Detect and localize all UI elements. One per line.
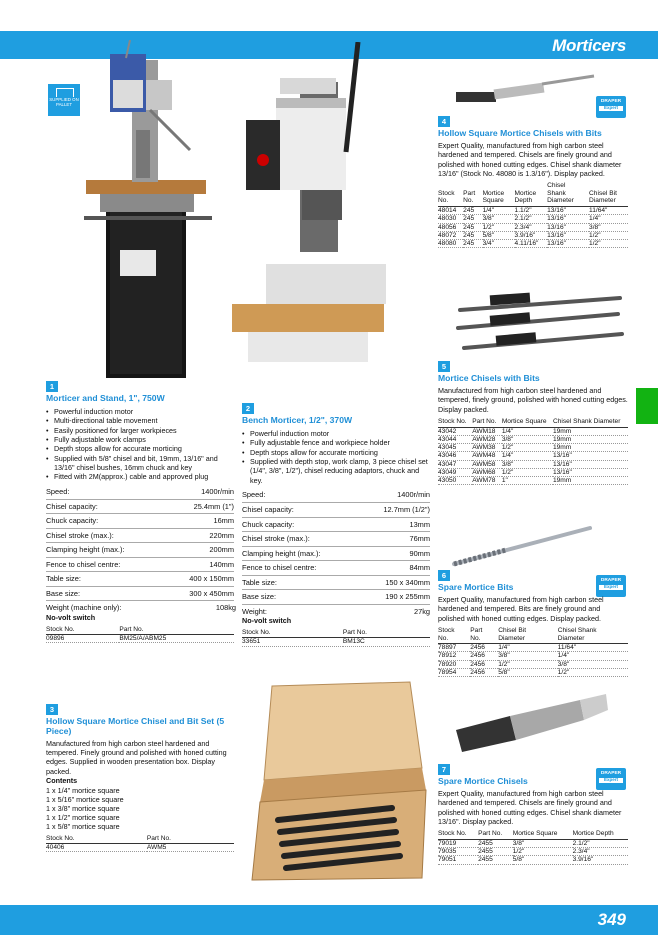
- spec-label: Chisel stroke (max.):: [46, 528, 166, 543]
- table-cell: AWM68: [472, 468, 502, 476]
- product-title: Spare Mortice Bits: [438, 582, 514, 592]
- table-header-row: [438, 830, 628, 839]
- table-cell: 245: [463, 223, 482, 231]
- spec-label: Speed:: [242, 488, 360, 503]
- spec-row: [46, 499, 234, 514]
- table-cell: 3.9/16": [515, 231, 548, 239]
- product-number: 1: [46, 381, 58, 392]
- spec-value: 90mm: [360, 546, 430, 561]
- table-cell: 1/4": [558, 652, 628, 660]
- table-header-row: [438, 627, 628, 644]
- table-cell: 13/16": [547, 223, 589, 231]
- table-cell: 1.1/2": [515, 207, 548, 215]
- column-header: Part No.: [463, 182, 482, 206]
- table-cell: 2456: [470, 660, 498, 668]
- column-header: Stock No.: [242, 629, 343, 638]
- spec-value: 13mm: [360, 517, 430, 532]
- weight-row: [242, 607, 430, 616]
- table-cell: 3/8": [502, 460, 553, 468]
- spare-chisel-image: [450, 690, 610, 760]
- spec-row: [242, 532, 430, 547]
- column-header: Mortice Depth: [573, 830, 628, 839]
- table-row: [438, 477, 628, 485]
- product-title: Hollow Square Mortice Chisels with Bits: [438, 128, 602, 138]
- feature-item: • Powerful induction motor: [46, 407, 236, 416]
- spec-label: Chuck capacity:: [242, 517, 360, 532]
- table-cell: 79035: [438, 848, 478, 856]
- product-number: 6: [438, 570, 450, 581]
- spec-value: 140mm: [166, 557, 234, 572]
- product-table: [438, 830, 628, 864]
- table-cell: 1/2": [498, 660, 558, 668]
- table-cell: 1/2": [558, 668, 628, 676]
- page-number: 349: [597, 910, 626, 929]
- spec-value: 1400r/min: [166, 485, 234, 500]
- table-cell: 2456: [470, 668, 498, 676]
- column-header: Chisel Shank Diameter: [547, 182, 589, 206]
- table-row: [438, 240, 628, 248]
- column-header: Stock No.: [46, 835, 147, 844]
- product-table: [438, 182, 628, 248]
- table-cell: AWM38: [472, 444, 502, 452]
- product-4: [438, 116, 628, 248]
- contents-item: 1 x 1/4" mortice square: [46, 785, 120, 795]
- table-row: [438, 668, 628, 676]
- table-row: [438, 856, 628, 864]
- product-number: 3: [46, 704, 58, 715]
- table-cell: AWM5: [147, 844, 234, 852]
- product-title: Spare Mortice Chisels: [438, 776, 528, 786]
- spec-label: Chisel capacity:: [46, 499, 166, 514]
- column-header: Part No.: [470, 627, 498, 644]
- table-cell: BM13C: [343, 638, 430, 646]
- column-header: Chisel Bit Diameter: [589, 182, 628, 206]
- table-header-row: [242, 629, 430, 638]
- column-header: Stock No.: [46, 626, 119, 635]
- table-cell: 11/64": [558, 644, 628, 652]
- spec-label: Chisel stroke (max.):: [242, 532, 360, 547]
- table-row: [438, 223, 628, 231]
- table-cell: 1/2": [502, 444, 553, 452]
- table-cell: 43045: [438, 444, 472, 452]
- code-table: [46, 626, 234, 644]
- table-cell: 79051: [438, 856, 478, 864]
- product-number: 2: [242, 403, 254, 414]
- spec-label: Base size:: [242, 590, 360, 605]
- column-header: Stock No.: [438, 830, 478, 839]
- switch-note: No-volt switch: [242, 615, 292, 625]
- table-cell: 245: [463, 207, 482, 215]
- table-cell: 1/2": [513, 848, 573, 856]
- table-row: [438, 839, 628, 847]
- bench-morticer-image: [228, 42, 388, 380]
- table-cell: 40406: [46, 844, 147, 852]
- product-description: Manufactured from high carbon steel hardened and tempered. Finely ground and polished with honed cutting edges. Supplied in wooden presentation box. Display packed.: [46, 738, 227, 776]
- table-header-row: [46, 835, 234, 844]
- table-cell: AWM18: [472, 427, 502, 435]
- table-cell: AWM48: [472, 452, 502, 460]
- contents-item: 1 x 1/2" mortice square: [46, 812, 120, 822]
- table-cell: 3/8": [513, 839, 573, 847]
- table-cell: 13/16": [547, 240, 589, 248]
- spec-value: 16mm: [166, 514, 234, 529]
- table-row: [438, 444, 628, 452]
- table-cell: 13/16": [547, 207, 589, 215]
- column-header: Part No.: [478, 830, 513, 839]
- spec-label: Chuck capacity:: [46, 514, 166, 529]
- table-cell: 2456: [470, 652, 498, 660]
- table-cell: 79019: [438, 839, 478, 847]
- feature-item: • Depth stops allow for accurate morticing: [242, 448, 430, 457]
- feature-item: • Multi-directional table movement: [46, 416, 236, 425]
- table-row: [438, 207, 628, 215]
- contents-list: [46, 786, 236, 831]
- column-header: Mortice Square: [483, 182, 515, 206]
- table-row: [438, 660, 628, 668]
- product-description: Expert Quality, manufactured from high carbon steel hardened and tempered. Bits are finely ground and polished with honed cutting edges. Display packed.: [438, 594, 604, 623]
- table-cell: 13/16": [553, 468, 628, 476]
- table-row: [438, 652, 628, 660]
- feature-item: • Supplied with depth stop, work clamp, 3 piece chisel set (1/4", 3/8", 1/2"), chisel reducing adaptors, chuck and key.: [242, 457, 430, 485]
- table-cell: 43044: [438, 435, 472, 443]
- table-row: [46, 635, 234, 643]
- footer-bar: [0, 905, 658, 935]
- section-tab[interactable]: [636, 388, 658, 424]
- table-cell: 13/16": [553, 460, 628, 468]
- product-description: Expert Quality, manufactured from high carbon steel hardened and tempered. Chisels are finely ground and polished with honed cutting edges. Chisel shank diameter 13/16" (Stock No. 48080 is 1.3/16"). Display packed.: [438, 140, 622, 178]
- table-cell: 43049: [438, 468, 472, 476]
- spec-row: [242, 546, 430, 561]
- table-cell: 5/8": [483, 231, 515, 239]
- product-2: [242, 403, 430, 647]
- product-title: Mortice Chisels with Bits: [438, 373, 540, 383]
- column-header: Part No.: [147, 835, 234, 844]
- product-title: Hollow Square Mortice Chisel and Bit Set (5 Piece): [46, 716, 225, 736]
- table-cell: 1/2": [483, 223, 515, 231]
- table-cell: 19mm: [553, 435, 628, 443]
- table-cell: 48080: [438, 240, 463, 248]
- table-cell: 245: [463, 240, 482, 248]
- table-cell: 2455: [478, 839, 513, 847]
- table-row: [438, 468, 628, 476]
- table-cell: 48014: [438, 207, 463, 215]
- table-cell: 2455: [478, 856, 513, 864]
- table-cell: 1/4": [502, 427, 553, 435]
- table-row: [242, 638, 430, 646]
- spec-value: 400 x 150mm: [166, 572, 234, 587]
- column-header: Mortice Square: [513, 830, 573, 839]
- column-header: Part No.: [343, 629, 430, 638]
- table-cell: 19mm: [553, 477, 628, 485]
- table-cell: 1/4": [498, 644, 558, 652]
- feature-item: • Easily positioned for larger workpieces: [46, 426, 236, 435]
- table-cell: 48030: [438, 215, 463, 223]
- table-cell: 5/8": [498, 668, 558, 676]
- product-number: 4: [438, 116, 450, 127]
- product-description: Expert Quality, manufactured from high carbon steel hardened and tempered. Chisels are finely ground and polished with honed cutting edges. Chisel shank diameter 13/16". Display packed.: [438, 788, 622, 826]
- table-cell: 3/8": [589, 223, 628, 231]
- column-header: Part No.: [472, 418, 502, 427]
- product-description: Manufactured from high carbon steel hardened and tempered, finely ground, polished with honed cutting edges. Display packed.: [438, 385, 628, 414]
- product-number: 5: [438, 361, 450, 372]
- spec-value: 84mm: [360, 561, 430, 576]
- table-cell: 78920: [438, 660, 470, 668]
- code-table: [242, 629, 430, 647]
- table-cell: 33651: [242, 638, 343, 646]
- table-cell: 13/16": [553, 452, 628, 460]
- table-cell: 09896: [46, 635, 119, 643]
- spec-row: [242, 590, 430, 605]
- table-cell: 43047: [438, 460, 472, 468]
- table-cell: 3.9/16": [573, 856, 628, 864]
- table-cell: 19mm: [553, 427, 628, 435]
- spec-table: [242, 488, 430, 605]
- spec-row: [242, 561, 430, 576]
- spec-row: [242, 503, 430, 518]
- feature-item: • Fitted with 2M(approx.) cable and approved plug: [46, 472, 236, 481]
- table-cell: BM25/A/ABM25: [119, 635, 234, 643]
- spec-row: [242, 517, 430, 532]
- spec-row: [46, 572, 234, 587]
- feature-item: • Powerful induction motor: [242, 429, 430, 438]
- product-3: [46, 704, 236, 852]
- table-row: [438, 435, 628, 443]
- mortice-chisels-image: [450, 290, 630, 358]
- draper-sub: Expert: [599, 106, 623, 111]
- table-row: [438, 231, 628, 239]
- table-cell: 1/4": [483, 207, 515, 215]
- contents-label: Contents: [46, 776, 78, 786]
- draper-brand: DRAPER: [600, 99, 622, 104]
- feature-item: • Fully adjustable fence and workpiece holder: [242, 438, 430, 447]
- table-cell: 3/8": [502, 435, 553, 443]
- table-cell: 78954: [438, 668, 470, 676]
- product-1: [46, 381, 236, 643]
- spec-label: Base size:: [46, 586, 166, 601]
- switch-note: No-volt switch: [46, 612, 96, 622]
- feature-item: • Supplied with 5/8" chisel and bit, 19mm, 13/16" and 13/16" chisel bushes, 16mm chuck and key: [46, 454, 236, 473]
- table-row: [438, 215, 628, 223]
- table-row: [438, 644, 628, 652]
- chisel-set-box-image: [242, 680, 430, 884]
- spec-value: 12.7mm (1/2"): [360, 503, 430, 518]
- table-cell: 48072: [438, 231, 463, 239]
- column-header: Part No.: [119, 626, 234, 635]
- table-cell: 5/8": [513, 856, 573, 864]
- spec-value: 190 x 255mm: [360, 590, 430, 605]
- product-table: [438, 627, 628, 677]
- spec-row: [46, 528, 234, 543]
- table-cell: 78897: [438, 644, 470, 652]
- chisel-with-bit-image: [446, 70, 596, 115]
- draper-sub: Expert: [599, 585, 623, 590]
- table-row: [438, 848, 628, 856]
- draper-sub: Expert: [599, 778, 623, 783]
- table-cell: 1/2": [502, 468, 553, 476]
- table-cell: 43046: [438, 452, 472, 460]
- spec-value: 25.4mm (1"): [166, 499, 234, 514]
- table-cell: AWM78: [472, 477, 502, 485]
- page-title: Morticers: [552, 36, 626, 55]
- spec-label: Table size:: [46, 572, 166, 587]
- spec-label: Fence to chisel centre:: [242, 561, 360, 576]
- product-title: Morticer and Stand, 1", 750W: [46, 393, 165, 403]
- table-row: [438, 427, 628, 435]
- spec-row: [46, 514, 234, 529]
- table-row: [438, 460, 628, 468]
- column-header: Chisel Shank Diameter: [553, 418, 628, 427]
- draper-brand: DRAPER: [600, 771, 622, 776]
- product-number: 7: [438, 764, 450, 775]
- feature-item: • Depth stops allow for accurate morticing: [46, 444, 236, 453]
- weight-value: 27kg: [413, 606, 430, 616]
- table-cell: 2.1/2": [515, 215, 548, 223]
- table-cell: 13/16": [547, 231, 589, 239]
- table-cell: 1/4": [502, 452, 553, 460]
- column-header: Stock No.: [438, 627, 470, 644]
- table-cell: 4.11/16": [515, 240, 548, 248]
- table-cell: AWM58: [472, 460, 502, 468]
- table-cell: 245: [463, 215, 482, 223]
- table-row: [46, 844, 234, 852]
- weight-label: Weight:: [242, 606, 267, 616]
- table-cell: 48056: [438, 223, 463, 231]
- feature-item: • Fully adjustable work clamps: [46, 435, 236, 444]
- table-cell: 19mm: [553, 444, 628, 452]
- table-cell: 3/8": [558, 660, 628, 668]
- weight-value: 108kg: [215, 603, 236, 613]
- spec-value: 220mm: [166, 528, 234, 543]
- spec-label: Speed:: [46, 485, 166, 500]
- draper-logo: [596, 96, 626, 118]
- column-header: Chisel Shank Diameter: [558, 627, 628, 644]
- spec-label: Clamping height (max.):: [242, 546, 360, 561]
- table-cell: 11/64": [589, 207, 628, 215]
- draper-brand: DRAPER: [600, 578, 622, 583]
- table-cell: 2.3/4": [515, 223, 548, 231]
- table-cell: 3/8": [483, 215, 515, 223]
- spec-table: [46, 485, 234, 602]
- table-header-row: [438, 418, 628, 427]
- spec-row: [242, 575, 430, 590]
- table-cell: 43050: [438, 477, 472, 485]
- table-row: [438, 452, 628, 460]
- table-cell: AWM28: [472, 435, 502, 443]
- spec-row: [46, 557, 234, 572]
- spec-label: Table size:: [242, 575, 360, 590]
- table-cell: 1": [502, 477, 553, 485]
- table-cell: 1/2": [589, 240, 628, 248]
- spec-value: 76mm: [360, 532, 430, 547]
- table-cell: 78912: [438, 652, 470, 660]
- feature-list: [242, 429, 430, 485]
- weight-label: Weight (machine only):: [46, 603, 122, 613]
- spec-value: 150 x 340mm: [360, 575, 430, 590]
- table-cell: 245: [463, 231, 482, 239]
- column-header: Stock No.: [438, 182, 463, 206]
- contents-item: 1 x 3/8" mortice square: [46, 803, 120, 813]
- product-6: [438, 570, 628, 677]
- product-5: [438, 361, 628, 485]
- product-7: [438, 764, 628, 865]
- feature-list: [46, 407, 236, 482]
- column-header: Stock No.: [438, 418, 472, 427]
- table-cell: 43042: [438, 427, 472, 435]
- table-header-row: [438, 182, 628, 206]
- table-cell: 2.3/4": [573, 848, 628, 856]
- table-cell: 3/8": [498, 652, 558, 660]
- spec-row: [46, 485, 234, 500]
- spec-label: Fence to chisel centre:: [46, 557, 166, 572]
- pallet-logo: SUPPLIED ON PALLET: [48, 84, 80, 116]
- code-table: [46, 835, 234, 853]
- morticer-stand-image: [80, 40, 220, 380]
- spec-label: Chisel capacity:: [242, 503, 360, 518]
- table-cell: 2456: [470, 644, 498, 652]
- spec-value: 200mm: [166, 543, 234, 558]
- table-cell: 2455: [478, 848, 513, 856]
- table-cell: 2.1/2": [573, 839, 628, 847]
- contents-item: 1 x 5/16" mortice square: [46, 794, 124, 804]
- weight-row: [46, 603, 236, 612]
- column-header: Mortice Square: [502, 418, 553, 427]
- spec-row: [242, 488, 430, 503]
- spec-label: Clamping height (max.):: [46, 543, 166, 558]
- table-cell: 13/16": [547, 215, 589, 223]
- contents-item: 1 x 5/8" mortice square: [46, 821, 120, 831]
- table-cell: 3/4": [483, 240, 515, 248]
- mortice-bit-image: [446, 520, 596, 570]
- spec-row: [46, 586, 234, 601]
- column-header: Mortice Depth: [515, 182, 548, 206]
- product-title: Bench Morticer, 1/2", 370W: [242, 415, 353, 425]
- column-header: Chisel Bit Diameter: [498, 627, 558, 644]
- table-header-row: [46, 626, 234, 635]
- table-cell: 1/4": [589, 215, 628, 223]
- table-cell: 1/2": [589, 231, 628, 239]
- product-table: [438, 418, 628, 485]
- spec-row: [46, 543, 234, 558]
- spec-value: 300 x 450mm: [166, 586, 234, 601]
- spec-value: 1400r/min: [360, 488, 430, 503]
